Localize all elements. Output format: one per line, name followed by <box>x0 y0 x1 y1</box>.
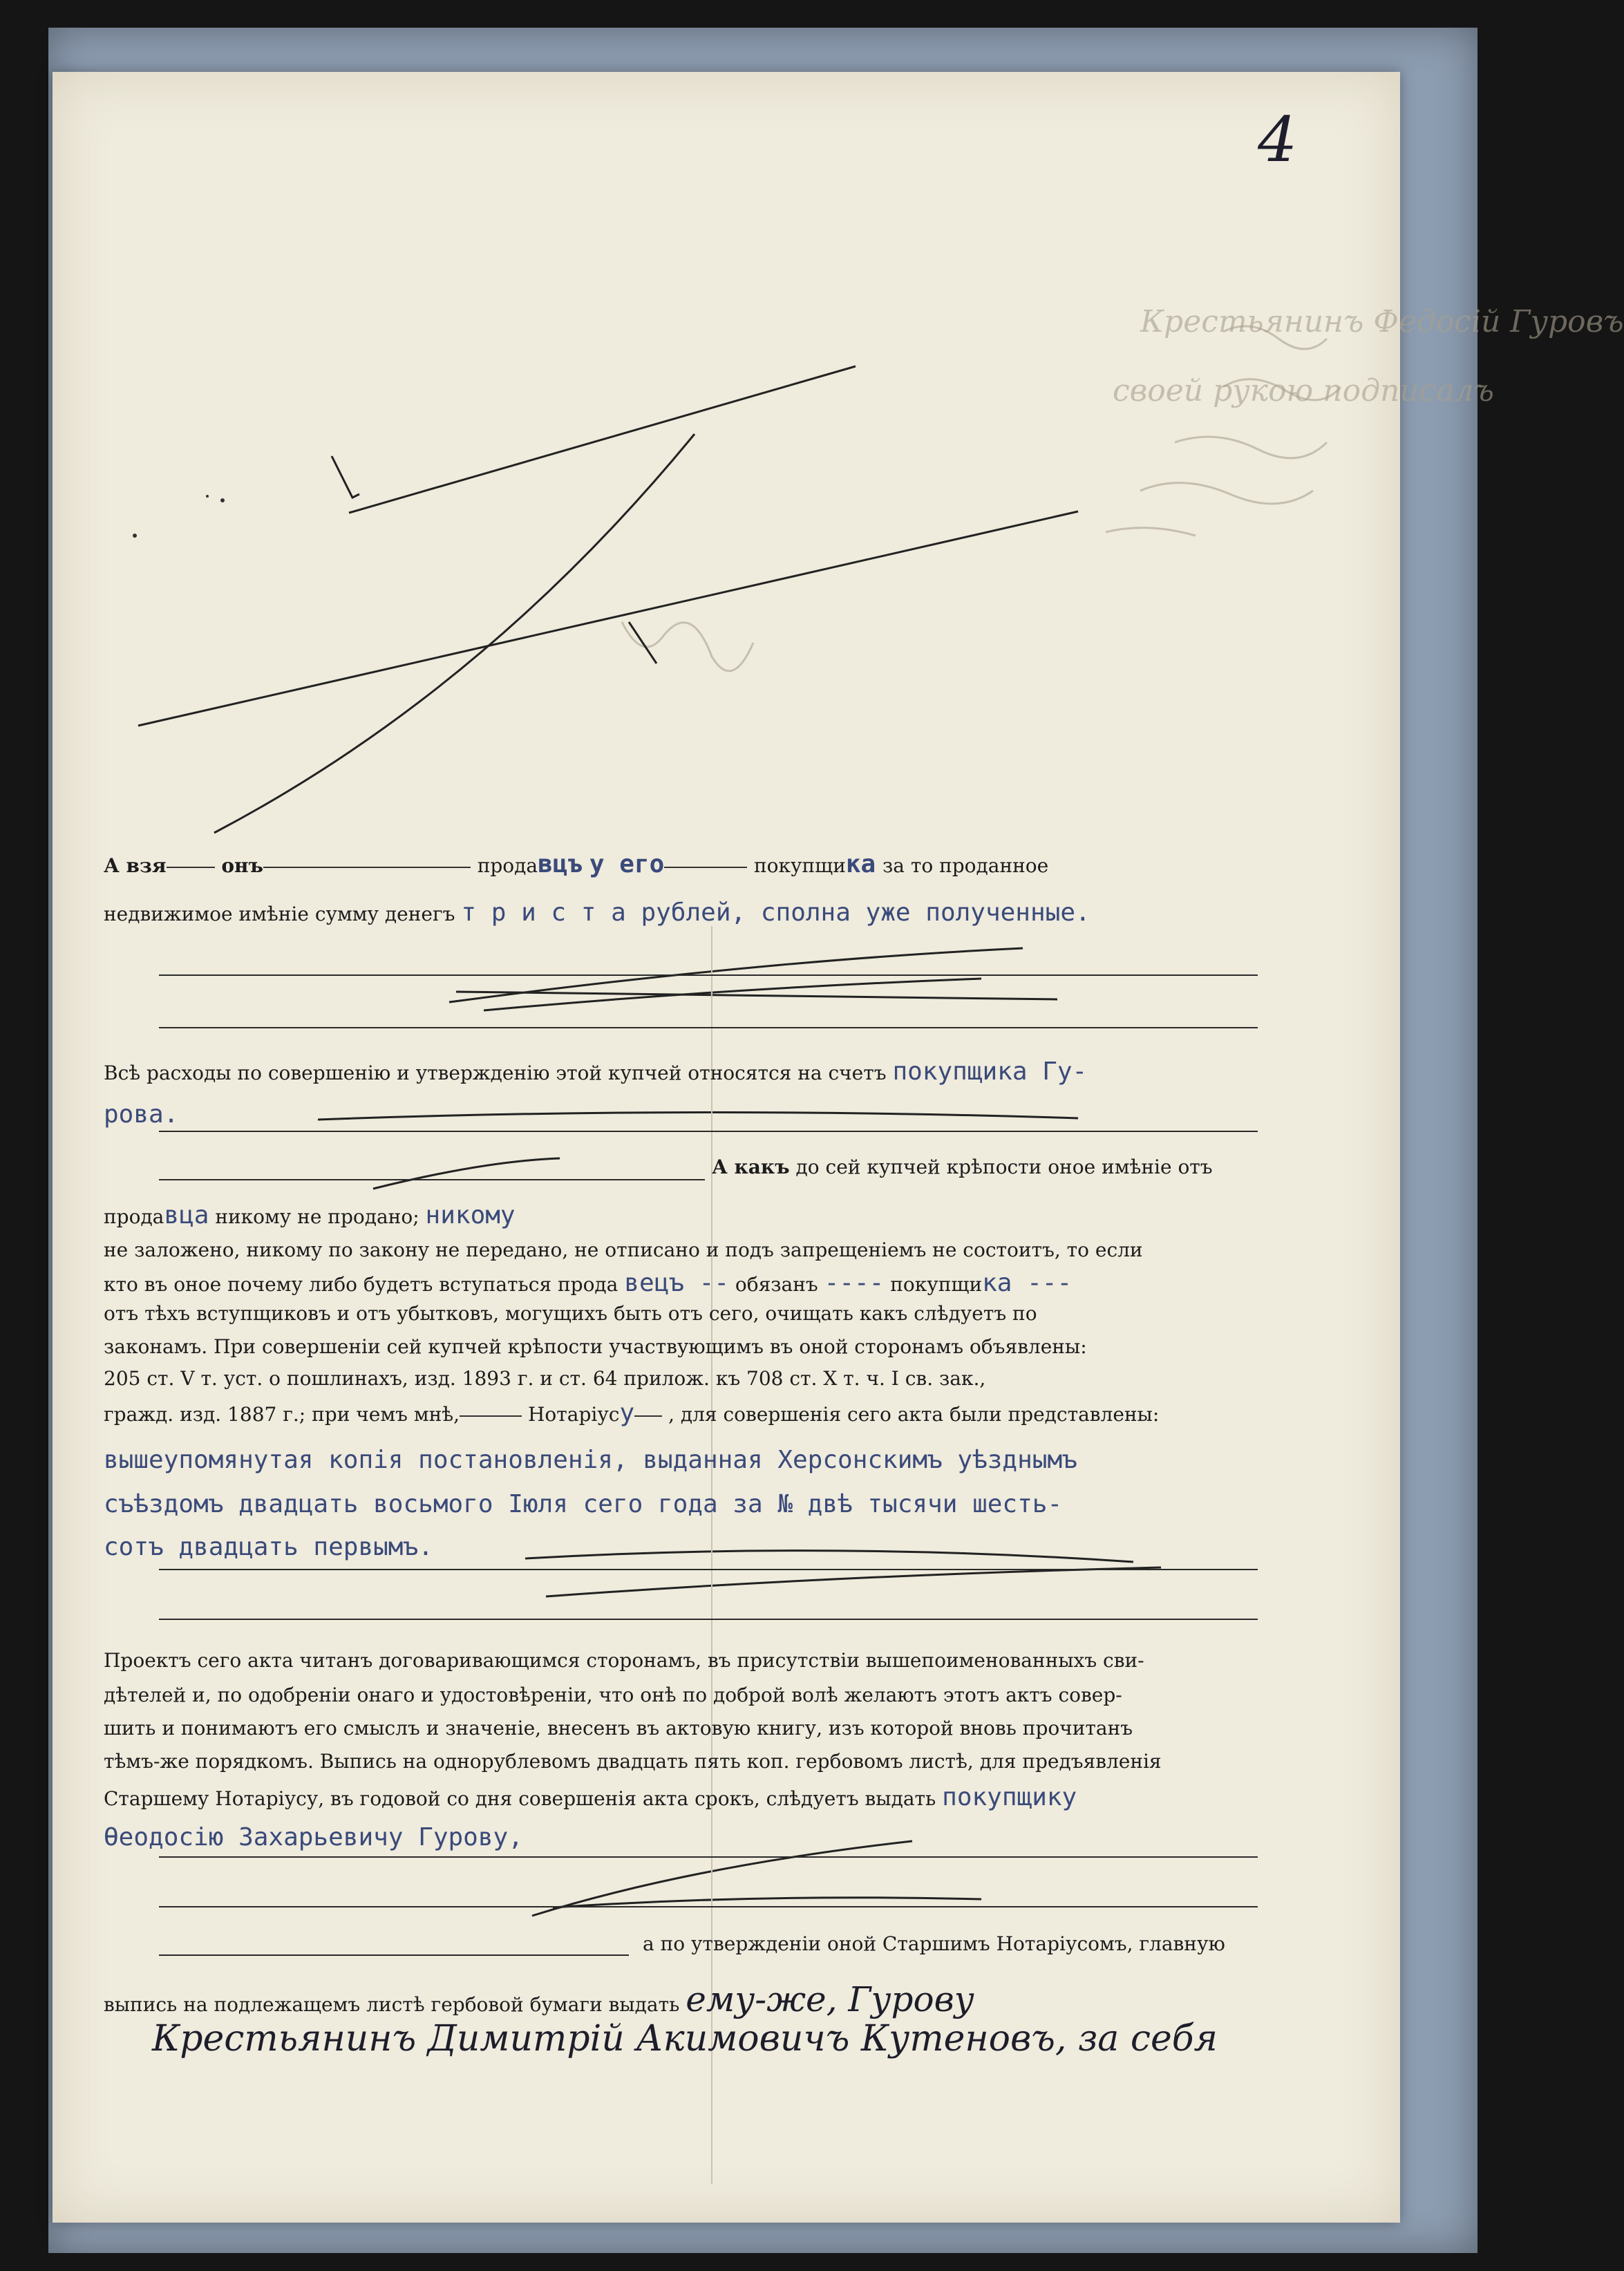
clear-line-6: закон​амъ. При совершеніи сей купчей крѣпости участвующимъ въ оной сторонамъ объявлены: <box>104 1335 1087 1358</box>
payment-line-2 <box>104 898 1254 927</box>
clear-obliged: обязанъ <box>735 1273 818 1296</box>
clear-line-3: не заложено, никому по закону не передано, не отписано и подъ запрещеніемъ не состоитъ, то если <box>104 1238 1143 1261</box>
blank-rule <box>159 1569 1258 1570</box>
project-line-4: тѣмъ-же порядкомъ. Выпись на однорублевомъ двадцать пять коп. гербовомъ листѣ, для предъявленія <box>104 1750 1162 1773</box>
payment-took: А взя <box>104 854 167 877</box>
clear-enter: кто въ оное почему либо будетъ вступаться прода <box>104 1273 619 1296</box>
blank-rule <box>159 1954 629 1956</box>
payment-seller-fill: вцъ <box>538 850 583 878</box>
expenses-fill: покупщика Гу- <box>892 1057 1088 1086</box>
project-issue-fill: покупщику <box>942 1783 1077 1811</box>
typed-document-2: съѣздомъ двадцать восьмого Іюля сего года за № двѣ тысячи шесть- <box>104 1490 1063 1518</box>
clear-line-7: 205 ст. V т. уст. о пошлинахъ, изд. 1893 г. и ст. 64 прилож. къ 708 ст. X т. ч. I св. зак., <box>104 1367 986 1390</box>
faded-handwriting-2: своей рукою подписалъ <box>1113 373 1494 408</box>
clear-notary-pre: гражд. изд. 1887 г.; при чемъ мнѣ, <box>104 1403 460 1426</box>
final-hand-recipient: ему-же, Гурову <box>686 1979 974 2019</box>
project-line-1: Проектъ сего акта читанъ договаривающимся сторонамъ, въ присутствіи вышепоименованныхъ сви- <box>104 1649 1144 1672</box>
payment-buyer: покупщи <box>754 854 846 877</box>
clear-line-8 <box>104 1399 1254 1427</box>
clear-line-2 <box>104 1201 1254 1229</box>
clear-buyer: покупщи <box>890 1273 983 1296</box>
clear-line-1 <box>712 1156 1265 1178</box>
blank-rule <box>159 1619 1258 1620</box>
clear-notary: Нотаріус <box>527 1403 620 1426</box>
blank-rule <box>159 1027 1258 1028</box>
clear-text-1: до сей купчей крѣпости оное имѣніе отъ <box>795 1156 1213 1178</box>
final-issue: выпись на подлежащемъ листѣ гербовой бумаги выдать <box>104 1993 680 2016</box>
clear-notary-fill: у <box>619 1399 635 1427</box>
typed-recipient: Ѳеодосію Захарьевичу Гурову, <box>104 1823 523 1851</box>
expenses-line-2 <box>104 1100 1254 1129</box>
project-line-2: дѣтелей и, по одобреніи онаго и удостовѣреніи, что онѣ по доброй волѣ желаютъ этотъ актъ совер- <box>104 1684 1122 1706</box>
clear-but: А какъ <box>712 1156 790 1178</box>
payment-from-fill: у его <box>589 850 665 878</box>
clear-line-4 <box>104 1269 1254 1297</box>
typed-document-3: сотъ двадцать первымъ. <box>104 1533 433 1561</box>
payment-line-1 <box>104 850 1254 878</box>
payment-sum-label: недвижимое имѣніе сумму денегъ <box>104 903 455 925</box>
clear-seller: прода <box>104 1205 164 1228</box>
expenses-text: Всѣ расходы по совершенію и утвержденію этой купчей относятся на счетъ <box>104 1062 887 1084</box>
handwritten-signature-line: Крестьянинъ Димитрій Акимовичъ Кутеновъ, за себя <box>152 2018 1218 2060</box>
clear-nobody-fill: никому <box>425 1201 516 1229</box>
final-line-2 <box>104 1979 1254 2019</box>
payment-seller: прода <box>477 854 538 877</box>
typed-document-1: вышеупомянутая копія постановленія, выданная Херсонскимъ уѣзднымъ <box>104 1446 1077 1474</box>
blank-rule <box>159 1906 1258 1907</box>
expenses-line-1 <box>104 1057 1254 1086</box>
blank-rule <box>159 974 1258 976</box>
blank-rule <box>159 1856 1258 1858</box>
clear-obliged-fill: ---- <box>824 1269 885 1297</box>
payment-he: онъ <box>221 854 263 877</box>
blank-rule <box>159 1179 705 1180</box>
clear-nobody: никому не продано; <box>215 1205 419 1228</box>
clear-enter-fill: вецъ -- <box>624 1269 729 1297</box>
clear-buyer-fill: ка --- <box>982 1269 1073 1297</box>
project-line-3: шить и понимаютъ его смыслъ и значеніе, внесенъ въ актовую книгу, изъ которой вновь прочитанъ <box>104 1717 1133 1740</box>
faded-handwriting-1: Крестьянинъ Федосій Гуровъ <box>1140 304 1624 339</box>
payment-sold: за то проданное <box>882 854 1049 877</box>
payment-buyer-fill: ка <box>845 850 876 878</box>
clear-notary-post: , для совершенія сего акта были представлены: <box>668 1403 1160 1426</box>
expenses-fill-2: рова. <box>104 1100 179 1129</box>
project-line-5 <box>104 1783 1254 1811</box>
page-number: 4 <box>1258 104 1298 176</box>
payment-sum-fill: т р и с т а рублей, сполна уже полученные. <box>461 898 1090 927</box>
final-line-1: а по утвержденіи оной Старшимъ Нотаріусомъ, главную <box>643 1932 1225 1955</box>
blank-rule <box>159 1131 1258 1132</box>
project-issue: Старшему Нотаріусу, въ годовой со дня совершенія акта срокъ, слѣдуетъ выдать <box>104 1787 936 1810</box>
clear-line-5: отъ тѣхъ вступщиковъ и отъ убытковъ, могущихъ быть отъ сего, очищать какъ слѣдуетъ по <box>104 1302 1037 1325</box>
clear-seller-fill: вца <box>164 1201 209 1229</box>
